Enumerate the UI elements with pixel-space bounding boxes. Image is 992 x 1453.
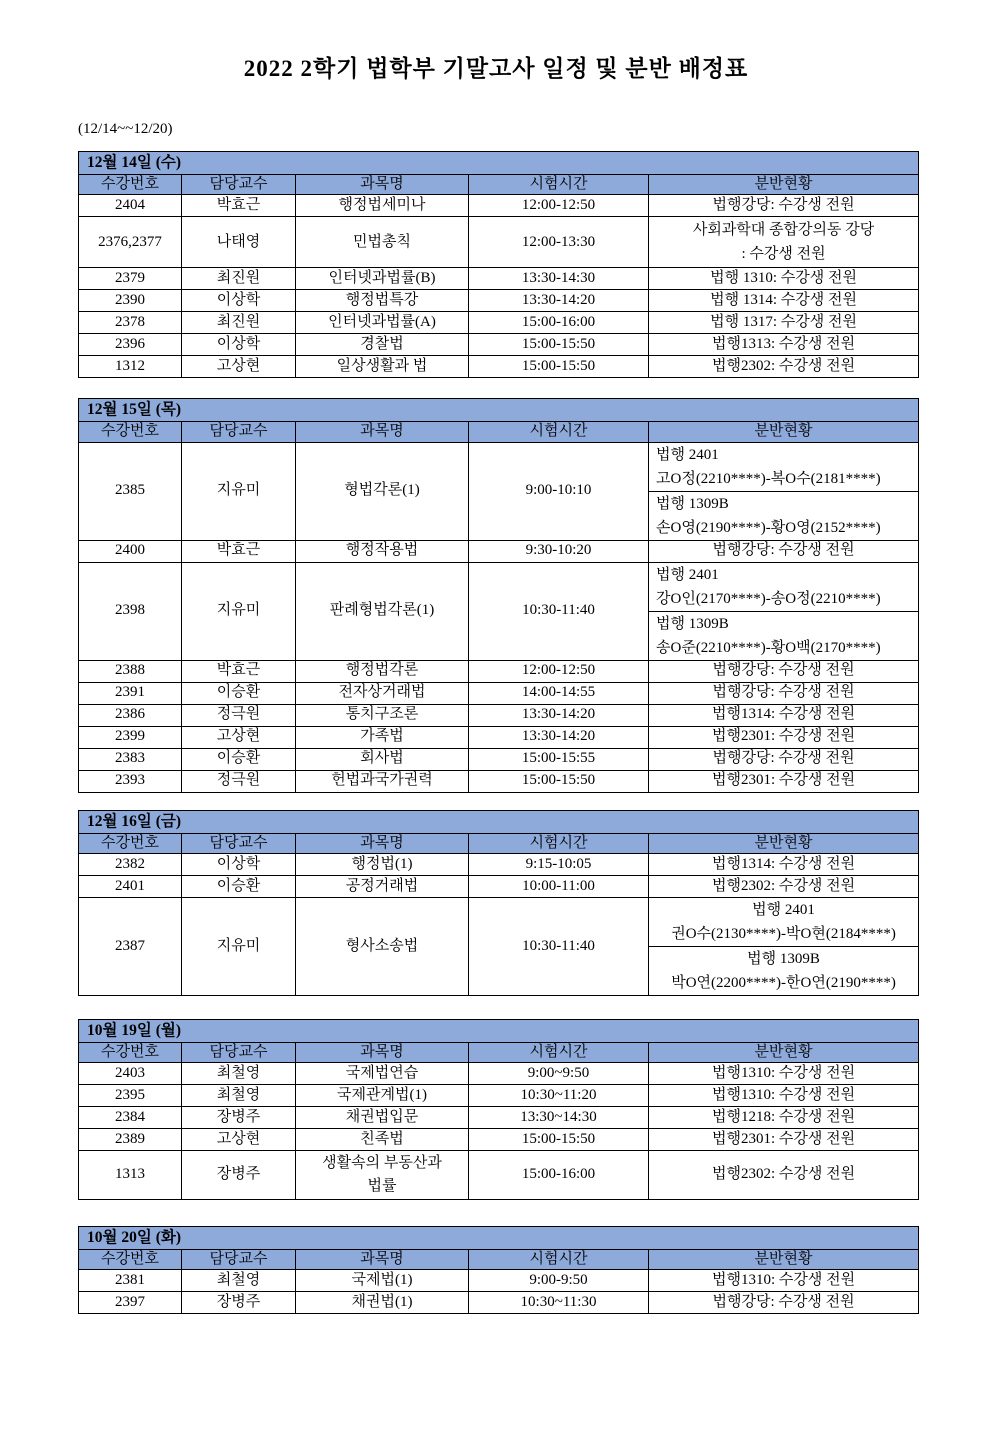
cell-status bbox=[649, 562, 919, 660]
cell-time: 10:00-11:00 bbox=[469, 875, 649, 897]
column-header-row bbox=[79, 1042, 919, 1062]
status-line: 법행 2401 bbox=[656, 446, 719, 463]
status-line: 법행 2401 bbox=[656, 566, 719, 583]
subject-line: 행정법특강 bbox=[345, 292, 419, 309]
table-row bbox=[79, 1085, 919, 1107]
cell-subject bbox=[296, 217, 469, 268]
table-row bbox=[79, 1063, 919, 1085]
cell-subject bbox=[296, 748, 469, 770]
subject-line: 경찰법 bbox=[360, 336, 404, 353]
cell-professor: 이상학 bbox=[182, 290, 296, 312]
subject-line: 형법각론(1) bbox=[344, 482, 420, 499]
column-header-status: 분반현황 bbox=[649, 833, 919, 853]
column-header-professor: 담당교수 bbox=[182, 1250, 296, 1270]
status-part bbox=[649, 563, 918, 611]
cell-subject bbox=[296, 334, 469, 356]
subject-line: 국제법(1) bbox=[351, 1272, 413, 1289]
subject-line: 채권법(1) bbox=[351, 1294, 413, 1311]
cell-time: 15:00-15:55 bbox=[469, 748, 649, 770]
cell-subject bbox=[296, 1107, 469, 1129]
column-header-subject: 과목명 bbox=[296, 833, 469, 853]
cell-professor: 지유미 bbox=[182, 897, 296, 995]
status-line: 법행 1309B bbox=[656, 495, 729, 512]
subject-line: 민법총칙 bbox=[353, 233, 411, 250]
status-line: 권O수(2130****)-박O현(2184****) bbox=[671, 925, 896, 942]
column-header-professor: 담당교수 bbox=[182, 175, 296, 195]
cell-time: 15:00-15:50 bbox=[469, 770, 649, 792]
cell-course-no: 2403 bbox=[79, 1063, 182, 1085]
column-header-row bbox=[79, 175, 919, 195]
table-row bbox=[79, 217, 919, 268]
table-row bbox=[79, 704, 919, 726]
page-title: 2022 2학기 법학부 기말고사 일정 및 분반 배정표 bbox=[243, 56, 749, 81]
column-header-subject: 과목명 bbox=[296, 1042, 469, 1062]
cell-status: 법행2301: 수강생 전원 bbox=[649, 1129, 919, 1151]
cell-course-no: 2378 bbox=[79, 312, 182, 334]
cell-course-no: 2397 bbox=[79, 1292, 182, 1314]
cell-subject bbox=[296, 290, 469, 312]
exam-date-header: 12월 14일 (수) bbox=[79, 152, 919, 175]
cell-time: 12:00-13:30 bbox=[469, 217, 649, 268]
cell-status: 법행강당: 수강생 전원 bbox=[649, 1292, 919, 1314]
date-header-row bbox=[79, 1019, 919, 1042]
table-row bbox=[79, 1270, 919, 1292]
table-row bbox=[79, 1129, 919, 1151]
cell-time: 10:30-11:40 bbox=[469, 562, 649, 660]
date-header-row bbox=[79, 399, 919, 422]
cell-professor: 정극원 bbox=[182, 704, 296, 726]
table-row bbox=[79, 748, 919, 770]
column-header-row bbox=[79, 833, 919, 853]
cell-professor: 고상현 bbox=[182, 726, 296, 748]
cell-status: 법행1310: 수강생 전원 bbox=[649, 1063, 919, 1085]
cell-subject bbox=[296, 875, 469, 897]
column-header-professor: 담당교수 bbox=[182, 1042, 296, 1062]
table-row bbox=[79, 1292, 919, 1314]
cell-time: 13:30-14:20 bbox=[469, 726, 649, 748]
cell-course-no: 2401 bbox=[79, 875, 182, 897]
subject-line: 인터넷과법률(B) bbox=[328, 270, 436, 287]
column-header-course-no: 수강번호 bbox=[79, 1042, 182, 1062]
status-part bbox=[649, 443, 918, 491]
column-header-time: 시험시간 bbox=[469, 833, 649, 853]
subject-line: 인터넷과법률(A) bbox=[328, 314, 436, 331]
cell-status: 법행강당: 수강생 전원 bbox=[649, 682, 919, 704]
cell-subject bbox=[296, 704, 469, 726]
status-part bbox=[649, 491, 918, 540]
date-header-row bbox=[79, 810, 919, 833]
subject-line: 회사법 bbox=[360, 750, 404, 767]
cell-status: 법행2302: 수강생 전원 bbox=[649, 1151, 919, 1200]
status-part bbox=[649, 946, 918, 995]
cell-course-no: 2399 bbox=[79, 726, 182, 748]
subject-line: 행정작용법 bbox=[345, 542, 419, 559]
cell-status: 법행1314: 수강생 전원 bbox=[649, 704, 919, 726]
cell-subject bbox=[296, 853, 469, 875]
table-row bbox=[79, 334, 919, 356]
cell-course-no: 2391 bbox=[79, 682, 182, 704]
subject-line: 채권법입문 bbox=[345, 1108, 419, 1125]
cell-time: 15:00-15:50 bbox=[469, 356, 649, 378]
cell-time: 15:00-15:50 bbox=[469, 1129, 649, 1151]
cell-time: 15:00-16:00 bbox=[469, 312, 649, 334]
cell-course-no: 2379 bbox=[79, 268, 182, 290]
subject-line: 가족법 bbox=[360, 728, 404, 745]
cell-subject bbox=[296, 442, 469, 540]
column-header-row bbox=[79, 1250, 919, 1270]
cell-subject bbox=[296, 562, 469, 660]
table-row bbox=[79, 875, 919, 897]
status-line: 법행 1309B bbox=[656, 615, 729, 632]
cell-professor: 최철영 bbox=[182, 1270, 296, 1292]
cell-subject bbox=[296, 1129, 469, 1151]
status-line: 고O정(2210****)-복O수(2181****) bbox=[656, 470, 881, 487]
cell-time: 13:30-14:30 bbox=[469, 268, 649, 290]
column-header-status: 분반현황 bbox=[649, 1042, 919, 1062]
cell-status: 법행2301: 수강생 전원 bbox=[649, 726, 919, 748]
cell-subject bbox=[296, 1151, 469, 1200]
cell-professor: 이상학 bbox=[182, 853, 296, 875]
subject-line: 국제법연습 bbox=[345, 1064, 419, 1081]
table-row bbox=[79, 442, 919, 540]
exam-date-header: 12월 15일 (목) bbox=[79, 399, 919, 422]
cell-time: 14:00-14:55 bbox=[469, 682, 649, 704]
status-line: 사회과학대 종합강의동 강당 bbox=[692, 222, 875, 239]
cell-course-no: 2400 bbox=[79, 540, 182, 562]
table-row bbox=[79, 195, 919, 217]
subject-line: 행정법각론 bbox=[345, 662, 419, 679]
cell-professor: 최철영 bbox=[182, 1085, 296, 1107]
cell-course-no: 2393 bbox=[79, 770, 182, 792]
cell-professor: 최진원 bbox=[182, 268, 296, 290]
column-header-course-no: 수강번호 bbox=[79, 1250, 182, 1270]
column-header-time: 시험시간 bbox=[469, 422, 649, 442]
table-row bbox=[79, 1107, 919, 1129]
cell-time: 9:00-10:10 bbox=[469, 442, 649, 540]
date-header-row bbox=[79, 152, 919, 175]
cell-course-no: 2398 bbox=[79, 562, 182, 660]
cell-subject bbox=[296, 770, 469, 792]
cell-professor: 최진원 bbox=[182, 312, 296, 334]
column-header-status: 분반현황 bbox=[649, 1250, 919, 1270]
cell-status bbox=[649, 217, 919, 268]
cell-professor: 박효근 bbox=[182, 540, 296, 562]
subject-line: 국제관계법(1) bbox=[337, 1086, 427, 1103]
subject-line: 공정거래법 bbox=[345, 877, 419, 894]
cell-status bbox=[649, 897, 919, 995]
cell-status: 법행1310: 수강생 전원 bbox=[649, 1085, 919, 1107]
cell-status: 법행2301: 수강생 전원 bbox=[649, 770, 919, 792]
cell-course-no: 2388 bbox=[79, 660, 182, 682]
status-part bbox=[649, 898, 918, 946]
cell-status: 법행 1314: 수강생 전원 bbox=[649, 290, 919, 312]
cell-professor: 고상현 bbox=[182, 1129, 296, 1151]
exam-table-5 bbox=[78, 1226, 919, 1314]
cell-status bbox=[649, 442, 919, 540]
cell-subject bbox=[296, 195, 469, 217]
cell-professor: 이승환 bbox=[182, 875, 296, 897]
column-header-professor: 담당교수 bbox=[182, 833, 296, 853]
table-row bbox=[79, 682, 919, 704]
cell-subject bbox=[296, 540, 469, 562]
column-header-professor: 담당교수 bbox=[182, 422, 296, 442]
cell-status: 법행1218: 수강생 전원 bbox=[649, 1107, 919, 1129]
cell-professor: 박효근 bbox=[182, 660, 296, 682]
subject-line: 생활속의 부동산과 bbox=[322, 1155, 442, 1171]
cell-subject bbox=[296, 897, 469, 995]
table-row bbox=[79, 726, 919, 748]
cell-course-no: 2390 bbox=[79, 290, 182, 312]
cell-professor: 이승환 bbox=[182, 682, 296, 704]
cell-time: 15:00-16:00 bbox=[469, 1151, 649, 1200]
cell-time: 9:00~9:50 bbox=[469, 1063, 649, 1085]
subject-line: 법률 bbox=[367, 1178, 397, 1194]
date-header-row bbox=[79, 1227, 919, 1250]
cell-time: 13:30-14:20 bbox=[469, 290, 649, 312]
cell-course-no: 2381 bbox=[79, 1270, 182, 1292]
cell-professor: 이상학 bbox=[182, 334, 296, 356]
cell-course-no: 2384 bbox=[79, 1107, 182, 1129]
status-line: 박O연(2200****)-한O연(2190****) bbox=[671, 974, 896, 991]
cell-subject bbox=[296, 660, 469, 682]
exam-date-header: 10월 19일 (월) bbox=[79, 1019, 919, 1042]
subject-line: 형사소송법 bbox=[345, 937, 419, 954]
column-header-row bbox=[79, 422, 919, 442]
cell-status: 법행1314: 수강생 전원 bbox=[649, 853, 919, 875]
cell-course-no: 2387 bbox=[79, 897, 182, 995]
column-header-status: 분반현황 bbox=[649, 422, 919, 442]
cell-time: 9:15-10:05 bbox=[469, 853, 649, 875]
status-line: 법행 1309B bbox=[747, 950, 820, 967]
status-line: : 수강생 전원 bbox=[741, 246, 826, 263]
cell-status: 법행 1317: 수강생 전원 bbox=[649, 312, 919, 334]
column-header-subject: 과목명 bbox=[296, 422, 469, 442]
cell-time: 13:30~14:30 bbox=[469, 1107, 649, 1129]
subject-line: 친족법 bbox=[360, 1130, 404, 1147]
cell-subject bbox=[296, 1085, 469, 1107]
status-part bbox=[649, 611, 918, 660]
table-row bbox=[79, 268, 919, 290]
cell-professor: 박효근 bbox=[182, 195, 296, 217]
status-line: 강O인(2170****)-송O정(2210****) bbox=[656, 590, 881, 607]
cell-time: 9:30-10:20 bbox=[469, 540, 649, 562]
status-line: 법행 2401 bbox=[752, 901, 815, 918]
exam-table-2 bbox=[78, 398, 919, 792]
exam-date-range: (12/14~~12/20) bbox=[78, 121, 173, 137]
cell-status: 법행 1310: 수강생 전원 bbox=[649, 268, 919, 290]
cell-status: 법행강당: 수강생 전원 bbox=[649, 748, 919, 770]
exam-date-header: 12월 16일 (금) bbox=[79, 810, 919, 833]
cell-professor: 최철영 bbox=[182, 1063, 296, 1085]
column-header-course-no: 수강번호 bbox=[79, 833, 182, 853]
cell-time: 12:00-12:50 bbox=[469, 660, 649, 682]
subject-line: 판례형법각론(1) bbox=[329, 602, 435, 619]
cell-professor: 장병주 bbox=[182, 1151, 296, 1200]
cell-subject bbox=[296, 726, 469, 748]
exam-table-1 bbox=[78, 151, 919, 378]
cell-course-no: 2385 bbox=[79, 442, 182, 540]
table-row bbox=[79, 660, 919, 682]
cell-subject bbox=[296, 356, 469, 378]
cell-subject bbox=[296, 312, 469, 334]
table-row bbox=[79, 290, 919, 312]
subject-line: 헌법과국가권력 bbox=[331, 772, 433, 789]
cell-time: 10:30-11:40 bbox=[469, 897, 649, 995]
table-row bbox=[79, 356, 919, 378]
cell-status: 법행2302: 수강생 전원 bbox=[649, 356, 919, 378]
cell-course-no: 2396 bbox=[79, 334, 182, 356]
status-line: 손O영(2190****)-황O영(2152****) bbox=[656, 519, 881, 536]
cell-course-no: 1313 bbox=[79, 1151, 182, 1200]
cell-course-no: 2386 bbox=[79, 704, 182, 726]
cell-course-no: 1312 bbox=[79, 356, 182, 378]
cell-professor: 정극원 bbox=[182, 770, 296, 792]
column-header-subject: 과목명 bbox=[296, 175, 469, 195]
status-line: 송O준(2210****)-황O백(2170****) bbox=[656, 639, 881, 656]
cell-status: 법행강당: 수강생 전원 bbox=[649, 540, 919, 562]
column-header-time: 시험시간 bbox=[469, 1042, 649, 1062]
cell-subject bbox=[296, 1270, 469, 1292]
cell-status: 법행강당: 수강생 전원 bbox=[649, 195, 919, 217]
column-header-time: 시험시간 bbox=[469, 175, 649, 195]
cell-course-no: 2389 bbox=[79, 1129, 182, 1151]
table-row bbox=[79, 770, 919, 792]
cell-professor: 지유미 bbox=[182, 442, 296, 540]
tables-container bbox=[78, 151, 920, 1314]
table-row bbox=[79, 562, 919, 660]
cell-status: 법행강당: 수강생 전원 bbox=[649, 660, 919, 682]
cell-course-no: 2382 bbox=[79, 853, 182, 875]
cell-professor: 장병주 bbox=[182, 1107, 296, 1129]
cell-time: 12:00-12:50 bbox=[469, 195, 649, 217]
cell-time: 10:30~11:30 bbox=[469, 1292, 649, 1314]
cell-subject bbox=[296, 1292, 469, 1314]
cell-professor: 고상현 bbox=[182, 356, 296, 378]
cell-subject bbox=[296, 682, 469, 704]
subject-line: 통치구조론 bbox=[345, 706, 419, 723]
cell-time: 15:00-15:50 bbox=[469, 334, 649, 356]
table-row bbox=[79, 540, 919, 562]
table-row bbox=[79, 897, 919, 995]
cell-time: 13:30-14:20 bbox=[469, 704, 649, 726]
subject-line: 행정법세미나 bbox=[338, 197, 426, 214]
cell-professor: 장병주 bbox=[182, 1292, 296, 1314]
table-row bbox=[79, 853, 919, 875]
cell-course-no: 2383 bbox=[79, 748, 182, 770]
table-row bbox=[79, 312, 919, 334]
subject-line: 일상생활과 법 bbox=[336, 358, 428, 375]
cell-course-no: 2376,2377 bbox=[79, 217, 182, 268]
cell-status: 법행2302: 수강생 전원 bbox=[649, 875, 919, 897]
column-header-course-no: 수강번호 bbox=[79, 175, 182, 195]
column-header-course-no: 수강번호 bbox=[79, 422, 182, 442]
column-header-status: 분반현황 bbox=[649, 175, 919, 195]
exam-table-4 bbox=[78, 1019, 919, 1200]
exam-table-3 bbox=[78, 810, 919, 996]
table-row bbox=[79, 1151, 919, 1200]
cell-course-no: 2404 bbox=[79, 195, 182, 217]
cell-professor: 지유미 bbox=[182, 562, 296, 660]
cell-status: 법행1310: 수강생 전원 bbox=[649, 1270, 919, 1292]
column-header-subject: 과목명 bbox=[296, 1250, 469, 1270]
subject-line: 전자상거래법 bbox=[338, 684, 426, 701]
cell-subject bbox=[296, 268, 469, 290]
cell-professor: 나태영 bbox=[182, 217, 296, 268]
cell-subject bbox=[296, 1063, 469, 1085]
cell-professor: 이승환 bbox=[182, 748, 296, 770]
subject-line: 행정법(1) bbox=[351, 855, 413, 872]
cell-time: 10:30~11:20 bbox=[469, 1085, 649, 1107]
column-header-time: 시험시간 bbox=[469, 1250, 649, 1270]
cell-status: 법행1313: 수강생 전원 bbox=[649, 334, 919, 356]
cell-time: 9:00-9:50 bbox=[469, 1270, 649, 1292]
cell-course-no: 2395 bbox=[79, 1085, 182, 1107]
exam-date-header: 10월 20일 (화) bbox=[79, 1227, 919, 1250]
